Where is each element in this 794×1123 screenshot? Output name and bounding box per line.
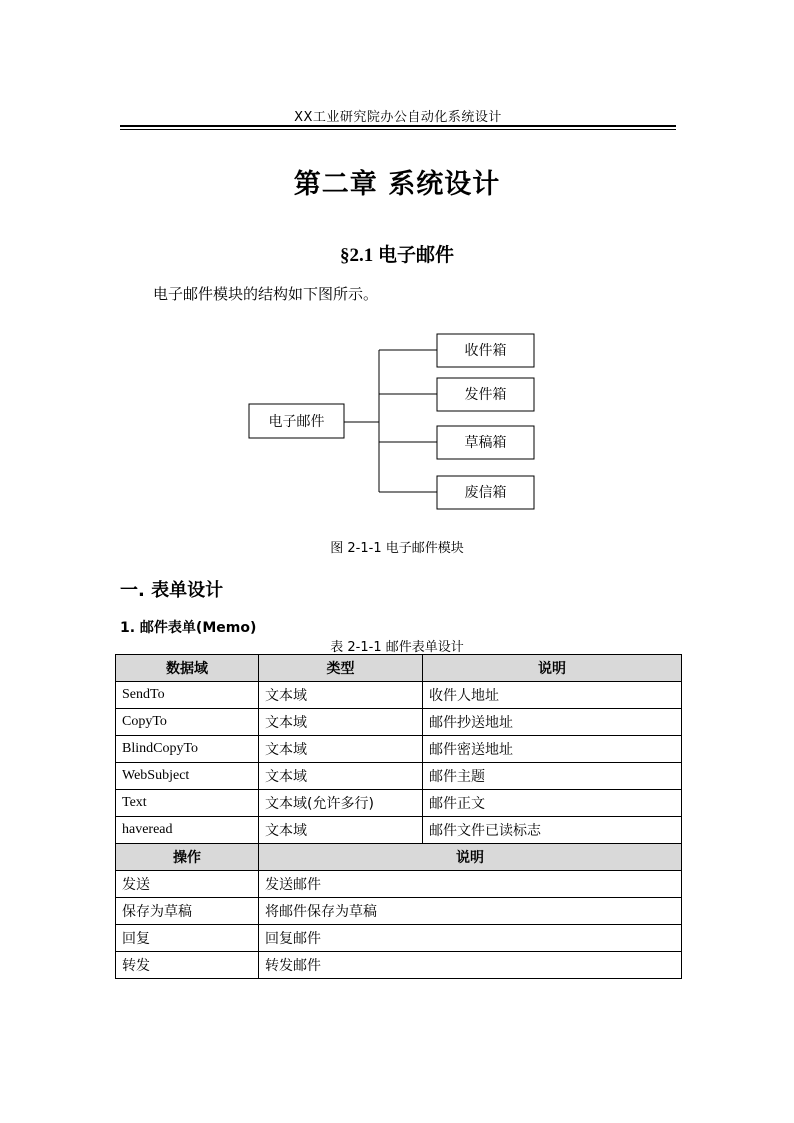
- header-field: 数据域: [116, 655, 259, 682]
- action-row: [116, 898, 682, 925]
- action-name: 回复: [116, 925, 259, 952]
- section-title: §2.1 电子邮件: [339, 245, 454, 266]
- field-name: SendTo: [116, 682, 259, 709]
- field-name: Text: [116, 790, 259, 817]
- table-header-row: [116, 655, 682, 682]
- field-type: 文本域: [259, 736, 423, 763]
- node-drafts: [437, 426, 534, 459]
- action-description: 将邮件保存为草稿: [259, 898, 682, 925]
- running-header: XX工业研究院办公自动化系统设计: [294, 110, 502, 125]
- field-type: 文本域: [259, 709, 423, 736]
- field-description: 邮件抄送地址: [423, 709, 682, 736]
- field-name: haveread: [116, 817, 259, 844]
- node-trash-label: 废信箱: [464, 485, 507, 501]
- field-description: 收件人地址: [423, 682, 682, 709]
- table-row: [116, 817, 682, 844]
- header-description: 说明: [423, 655, 682, 682]
- heading-memo-form: 1. 邮件表单(Memo): [120, 620, 257, 636]
- action-description: 回复邮件: [259, 925, 682, 952]
- table-row: [116, 682, 682, 709]
- field-name: BlindCopyTo: [116, 736, 259, 763]
- action-row: [116, 952, 682, 979]
- chapter-title: 第二章 系统设计: [293, 169, 501, 200]
- header-action: 操作: [116, 844, 259, 871]
- memo-form-table: [115, 654, 682, 979]
- action-name: 保存为草稿: [116, 898, 259, 925]
- table-caption: 表 2-1-1 邮件表单设计: [330, 640, 464, 655]
- field-description: 邮件主题: [423, 763, 682, 790]
- field-description: 邮件正文: [423, 790, 682, 817]
- action-header-row: [116, 844, 682, 871]
- field-type: 文本域: [259, 763, 423, 790]
- action-description: 发送邮件: [259, 871, 682, 898]
- node-inbox-label: 收件箱: [464, 343, 507, 359]
- table-row: [116, 763, 682, 790]
- header-type: 类型: [259, 655, 423, 682]
- node-root-label: 电子邮件: [268, 414, 325, 430]
- field-name: CopyTo: [116, 709, 259, 736]
- action-row: [116, 871, 682, 898]
- node-outbox-label: 发件箱: [464, 387, 507, 403]
- node-outbox: [437, 378, 534, 411]
- field-type: 文本域: [259, 682, 423, 709]
- action-description: 转发邮件: [259, 952, 682, 979]
- node-drafts-label: 草稿箱: [464, 435, 507, 451]
- heading-form-design: 一. 表单设计: [120, 580, 224, 601]
- table-row: [116, 736, 682, 763]
- action-name: 转发: [116, 952, 259, 979]
- action-name: 发送: [116, 871, 259, 898]
- figure-caption: 图 2-1-1 电子邮件模块: [330, 541, 464, 556]
- node-root: [249, 404, 344, 438]
- header-action-description: 说明: [259, 844, 682, 871]
- field-type: 文本域: [259, 817, 423, 844]
- action-row: [116, 925, 682, 952]
- field-type: 文本域(允许多行): [259, 790, 423, 817]
- table-row: [116, 790, 682, 817]
- node-inbox: [437, 334, 534, 367]
- field-description: 邮件文件已读标志: [423, 817, 682, 844]
- field-description: 邮件密送地址: [423, 736, 682, 763]
- intro-paragraph: 电子邮件模块的结构如下图所示。: [153, 285, 379, 303]
- table-row: [116, 709, 682, 736]
- field-name: WebSubject: [116, 763, 259, 790]
- node-trash: [437, 476, 534, 509]
